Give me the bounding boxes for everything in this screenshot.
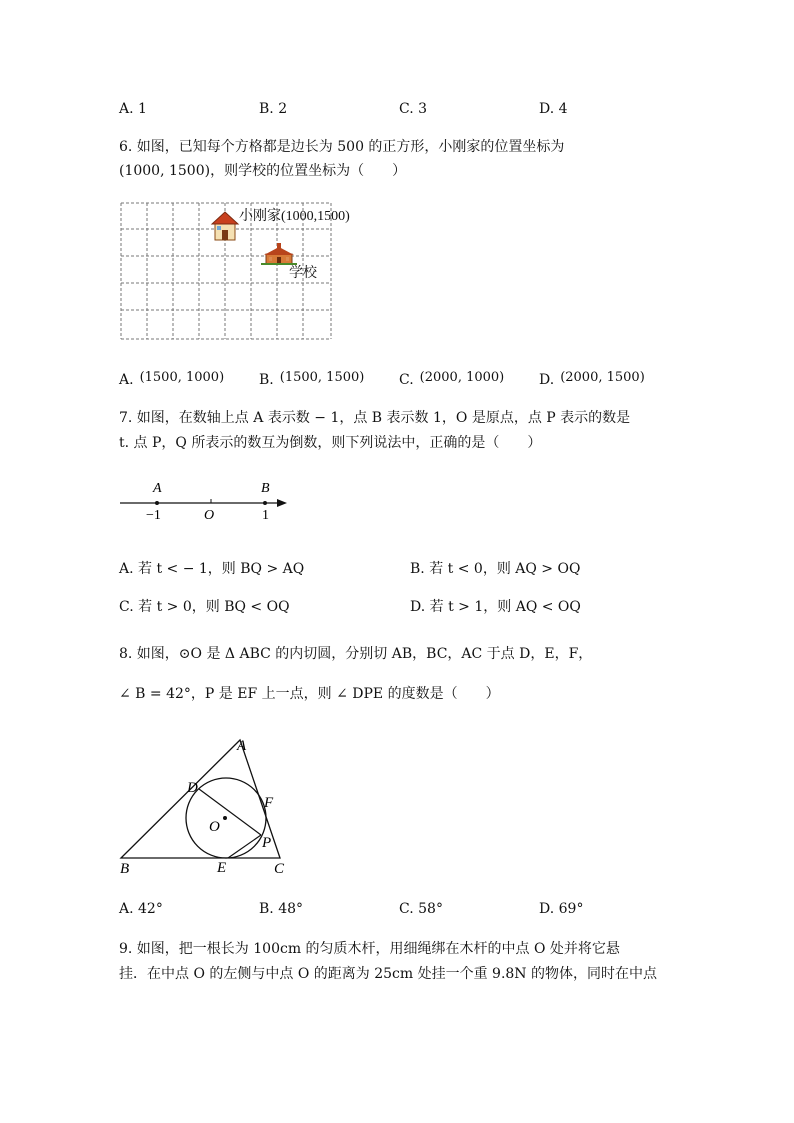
- q8-option-a[interactable]: [119, 901, 163, 917]
- option-text: 69°: [558, 901, 584, 917]
- option-text: (2000, 1000): [419, 370, 505, 385]
- q7-stem-line1: 7. 如图，在数轴上点 A 表示数 − 1，点 B 表示数 1，O 是原点，点 P 表示的数是: [119, 410, 631, 426]
- q7-option-b[interactable]: [410, 558, 580, 578]
- q9-stem-line2: 挂．在中点 O 的左侧与中点 O 的距离为 25cm 处挂一个重 9.8N 的物体，同时在中点: [119, 966, 658, 982]
- q7-option-c[interactable]: [119, 596, 290, 616]
- q7-option-a[interactable]: [119, 558, 304, 578]
- option-letter: A.: [119, 901, 134, 917]
- option-letter: A.: [119, 372, 134, 388]
- option-text: (1500, 1000): [139, 370, 225, 385]
- q8-stem-line2: ∠ B = 42°，P 是 EF 上一点，则 ∠ DPE 的度数是（ ）: [119, 686, 500, 702]
- point-b-label: B: [261, 481, 270, 496]
- label-f: F: [264, 795, 274, 811]
- q7-stem-line2: t. 点 P，Q 所表示的数互为倒数，则下列说法中，正确的是（ ）: [119, 435, 542, 451]
- q7-number-line: [115, 475, 295, 525]
- segment-pe: [228, 835, 261, 858]
- arrow-head-icon: [277, 499, 287, 507]
- tick-one: 1: [262, 508, 269, 523]
- point-a-label: A: [153, 481, 162, 496]
- q8-option-b[interactable]: [259, 901, 303, 917]
- option-letter: B.: [410, 561, 425, 577]
- q8-stem-line1: 8. 如图，⊙O 是 Δ ABC 的内切圆，分别切 AB，BC，AC 于点 D，E，F，: [119, 646, 593, 662]
- q7-option-d[interactable]: [410, 596, 581, 616]
- label-d: D: [187, 780, 198, 796]
- option-letter: B.: [259, 101, 274, 117]
- q5-option-a[interactable]: [119, 101, 147, 117]
- q6-option-d[interactable]: [539, 370, 645, 388]
- option-text: 若 t < − 1，则 BQ > AQ: [138, 561, 305, 577]
- q5-option-c[interactable]: [399, 101, 427, 117]
- school-label: 学校: [289, 266, 317, 281]
- tick-minus-one: −1: [146, 508, 161, 523]
- option-text: (2000, 1500): [560, 370, 645, 385]
- triangle-abc: [121, 740, 280, 858]
- q5-option-b[interactable]: [259, 101, 287, 117]
- option-text: 48°: [278, 901, 304, 917]
- q6-option-c[interactable]: [399, 370, 504, 388]
- option-letter: C.: [399, 901, 414, 917]
- option-letter: D.: [539, 372, 555, 388]
- label-c: C: [274, 861, 285, 877]
- option-letter: A.: [119, 101, 134, 117]
- option-letter: D.: [410, 599, 426, 615]
- option-text: 42°: [138, 901, 163, 917]
- option-letter: D.: [539, 101, 555, 117]
- option-letter: B.: [259, 372, 274, 388]
- option-letter: C.: [119, 599, 134, 615]
- q6-stem-line2: (1000, 1500)，则学校的位置坐标为（ ）: [119, 163, 407, 179]
- q6-option-b[interactable]: [259, 370, 364, 388]
- option-text: 58°: [418, 901, 443, 917]
- tick-origin: O: [204, 508, 215, 523]
- center-point: [223, 816, 227, 820]
- option-text: 1: [138, 101, 147, 117]
- option-letter: C.: [399, 372, 414, 388]
- school-icon: [261, 243, 297, 264]
- option-letter: B.: [259, 901, 274, 917]
- option-text: 若 t > 0，则 BQ < OQ: [138, 599, 290, 615]
- house-icon: [212, 212, 238, 240]
- home-label: 小刚家(1000,1500): [239, 209, 350, 224]
- q5-option-d[interactable]: [539, 101, 568, 117]
- label-o: O: [209, 819, 220, 835]
- q9-stem-line1: 9. 如图，把一根长为 100cm 的匀质木杆，用细绳绑在木杆的中点 O 处并将它悬: [119, 941, 620, 957]
- option-letter: D.: [539, 901, 555, 917]
- option-text: 若 t > 1，则 AQ < OQ: [429, 599, 581, 615]
- q6-option-a[interactable]: [119, 370, 224, 388]
- q6-grid-figure: [119, 200, 369, 345]
- q6-stem-line1: 6. 如图，已知每个方格都是边长为 500 的正方形，小刚家的位置坐标为: [119, 139, 565, 155]
- label-p: P: [262, 835, 272, 851]
- q8-option-c[interactable]: [399, 901, 443, 917]
- option-text: (1500, 1500): [279, 370, 365, 385]
- option-text: 若 t < 0，则 AQ > OQ: [429, 561, 581, 577]
- option-text: 4: [558, 101, 568, 117]
- label-b: B: [120, 861, 130, 877]
- option-letter: C.: [399, 101, 414, 117]
- q8-triangle-figure: [110, 730, 310, 880]
- label-e: E: [217, 860, 227, 876]
- label-a: A: [237, 738, 247, 754]
- option-letter: A.: [119, 561, 134, 577]
- option-text: 2: [278, 101, 288, 117]
- q8-option-d[interactable]: [539, 901, 583, 917]
- option-text: 3: [418, 101, 428, 117]
